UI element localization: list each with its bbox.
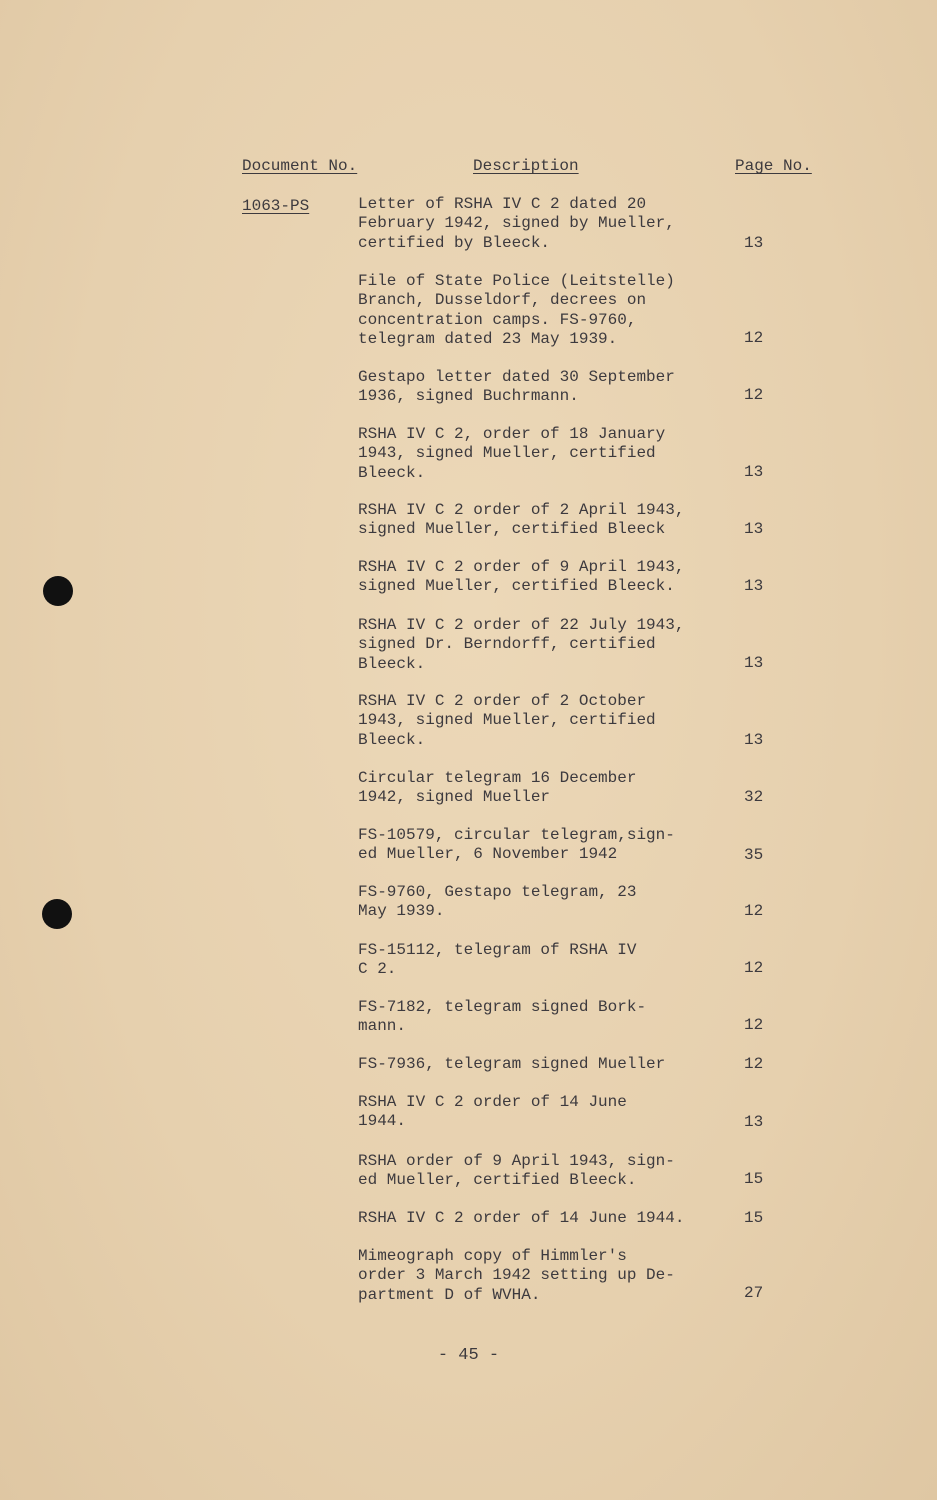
entry-page: 13 (744, 577, 764, 595)
entry-description: Letter of RSHA IV C 2 dated 20 February 1942, signed by Mueller, certified by Bleeck. (358, 195, 675, 252)
punch-hole-upper (43, 576, 73, 606)
document-number: 1063-PS (242, 197, 310, 215)
entry-description: FS-9760, Gestapo telegram, 23 May 1939. (358, 883, 637, 921)
entry-description: RSHA IV C 2 order of 14 June 1944. (358, 1209, 685, 1227)
entry-page: 12 (744, 386, 764, 404)
entry-page: 15 (744, 1170, 764, 1188)
entry-page: 12 (744, 1016, 764, 1034)
entry-description: FS-7182, telegram signed Bork- mann. (358, 998, 647, 1036)
entry-description: RSHA IV C 2, order of 18 January 1943, signed Mueller, certified Bleeck. (358, 425, 666, 482)
entry-description: FS-15112, telegram of RSHA IV C 2. (358, 941, 637, 979)
entry-description: File of State Police (Leitstelle) Branch, Dusseldorf, decrees on concentration camps. FS-9760, telegram dated 23 May 1939. (358, 272, 675, 348)
entry-description: RSHA IV C 2 order of 9 April 1943, signed Mueller, certified Bleeck. (358, 558, 685, 596)
entry-page: 13 (744, 463, 764, 481)
entry-page: 12 (744, 959, 764, 977)
entry-description: RSHA IV C 2 order of 22 July 1943, signed Dr. Berndorff, certified Bleeck. (358, 616, 685, 673)
header-description: Description (473, 157, 579, 175)
entry-description: Gestapo letter dated 30 September 1936, signed Buchrmann. (358, 368, 675, 406)
entry-description: RSHA IV C 2 order of 14 June 1944. (358, 1093, 627, 1131)
entry-page: 12 (744, 1055, 764, 1073)
entry-description: RSHA IV C 2 order of 2 April 1943, signed Mueller, certified Bleeck (358, 501, 685, 539)
header-page-no: Page No. (735, 157, 812, 175)
entry-page: 12 (744, 902, 764, 920)
header-document-no: Document No. (242, 157, 358, 175)
entry-description: RSHA IV C 2 order of 2 October 1943, signed Mueller, certified Bleeck. (358, 692, 656, 749)
entry-page: 13 (744, 731, 764, 749)
entry-page: 13 (744, 1113, 764, 1131)
entry-description: FS-10579, circular telegram,sign- ed Mueller, 6 November 1942 (358, 826, 675, 864)
punch-hole-lower (42, 899, 72, 929)
entry-page: 32 (744, 788, 764, 806)
entry-page: 12 (744, 329, 764, 347)
entry-description: Circular telegram 16 December 1942, signed Mueller (358, 769, 637, 807)
entry-page: 13 (744, 234, 764, 252)
page-number-footer: - 45 - (437, 1346, 500, 1365)
entry-description: RSHA order of 9 April 1943, sign- ed Mueller, certified Bleeck. (358, 1152, 675, 1190)
entry-page: 27 (744, 1284, 764, 1302)
entry-description: FS-7936, telegram signed Mueller (358, 1055, 666, 1073)
entry-description: Mimeograph copy of Himmler's order 3 March 1942 setting up De- partment D of WVHA. (358, 1247, 675, 1304)
entry-page: 15 (744, 1209, 764, 1227)
entry-page: 13 (744, 654, 764, 672)
entry-page: 35 (744, 846, 764, 864)
entry-page: 13 (744, 520, 764, 538)
